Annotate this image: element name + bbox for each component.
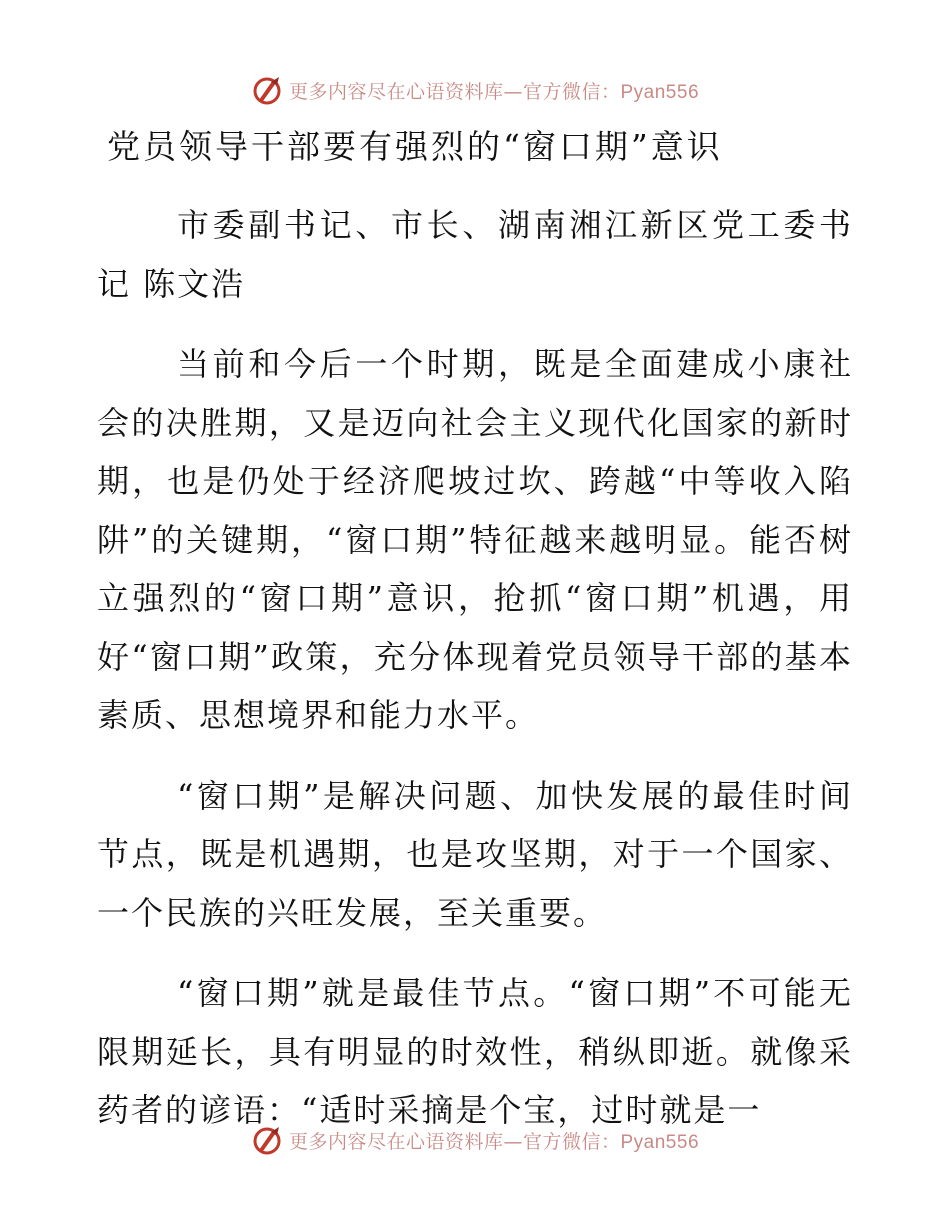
quill-pen-logo-icon [251, 74, 283, 106]
author-line: 市委副书记、市长、湖南湘江新区党工委书记 陈文浩 [97, 206, 853, 303]
paragraph: “窗口期”就是最佳节点。“窗口期”不可能无限期延长，具有明显的时效性，稍纵即逝。就像采药者的谚语：“适时采摘是个宝，过时就是一 [97, 974, 853, 1129]
quill-pen-logo-icon [251, 1124, 283, 1156]
header-watermark [0, 70, 950, 110]
document-body [97, 122, 853, 1140]
paragraph: “窗口期”是解决问题、加快发展的最佳时间节点，既是机遇期，也是攻坚期，对于一个国家、一个民族的兴旺发展，至关重要。 [97, 776, 853, 932]
paragraph: 当前和今后一个时期，既是全面建成小康社会的决胜期，又是迈向社会主义现代化国家的新时期，也是仍处于经济爬坡过坎、跨越“中等收入陷阱”的关键期，“窗口期”特征越来越明显。能否树立强烈的“窗口期”意识，抢抓“窗口期”机遇，用好“窗口期”政策，充分体现着党员领导干部的基本素质、思想境界和能力水平。 [97, 345, 853, 734]
footer-watermark [0, 1120, 950, 1160]
watermark-text: 更多内容尽在心语资料库—官方微信：Pyan556 [288, 1130, 700, 1153]
document-title: 党员领导干部要有强烈的“窗口期”意识 [107, 127, 723, 166]
watermark-text: 更多内容尽在心语资料库—官方微信：Pyan556 [288, 80, 700, 103]
